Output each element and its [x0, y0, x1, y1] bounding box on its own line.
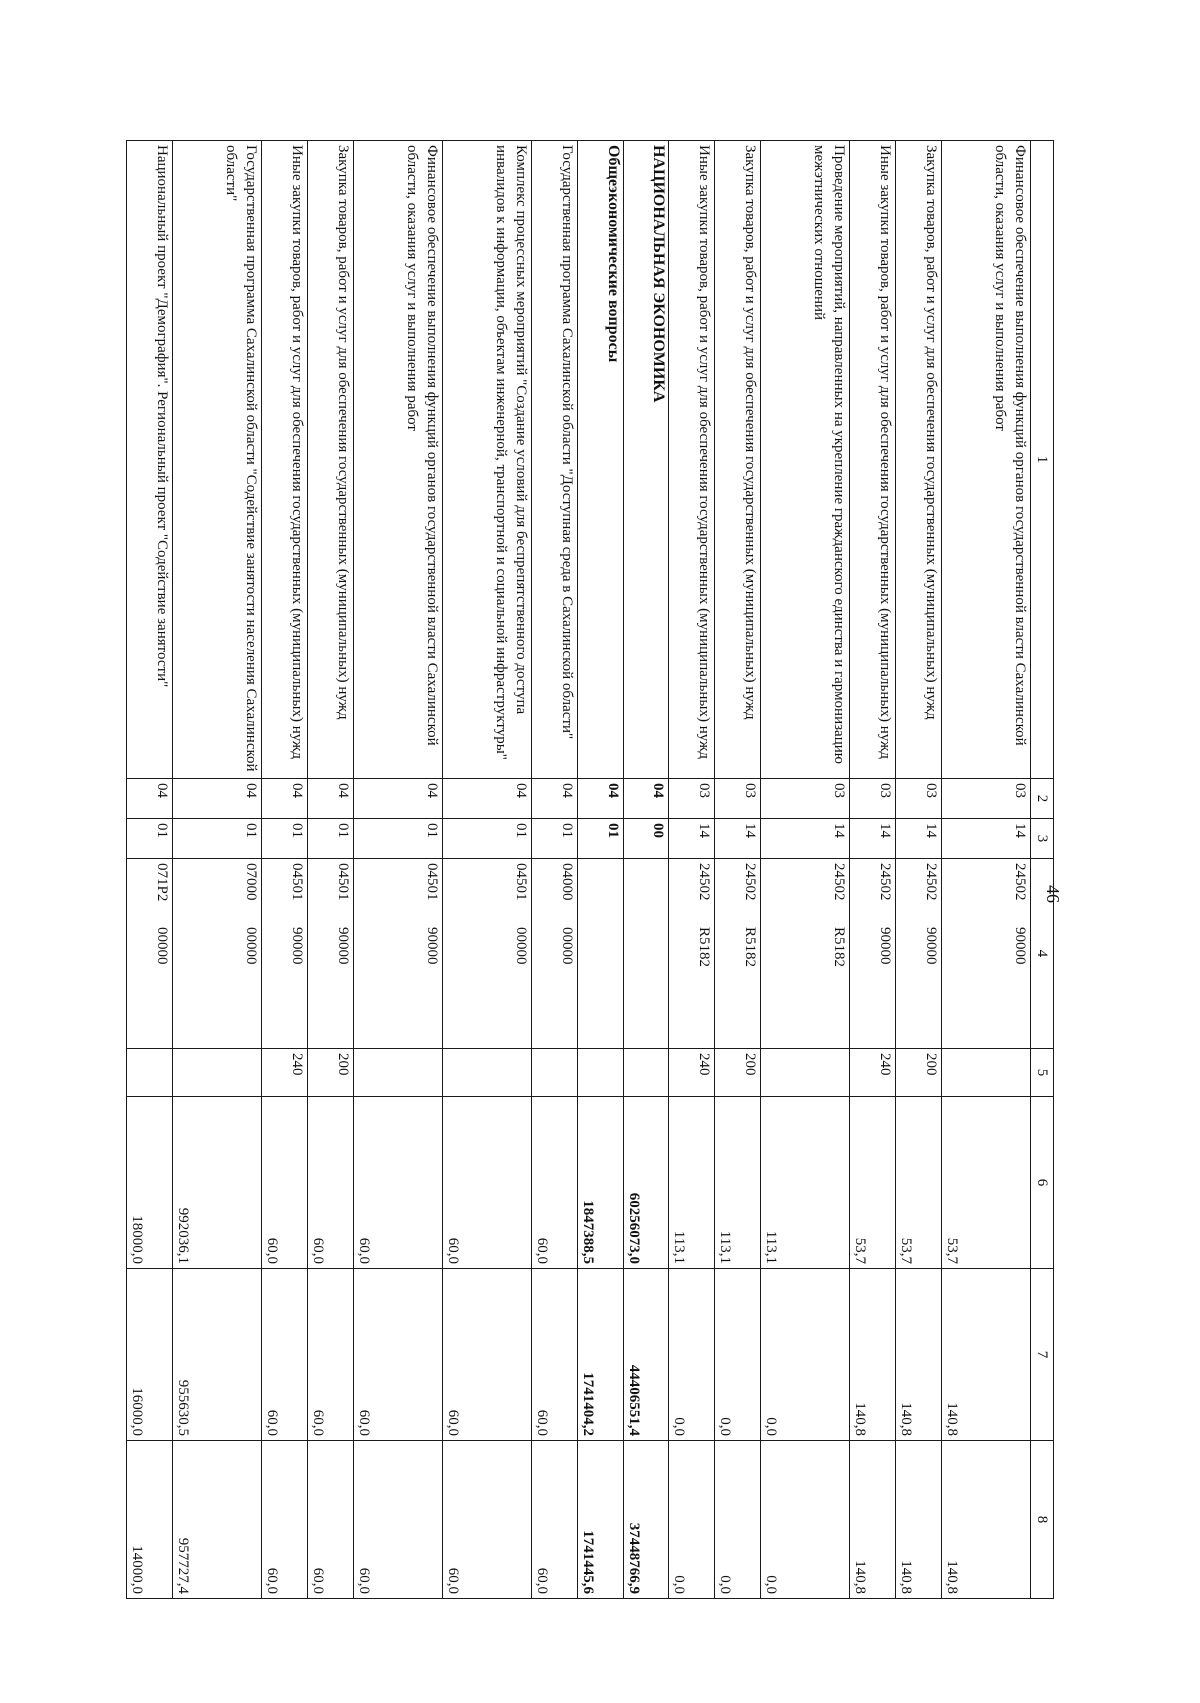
target-program-code: 24502	[876, 863, 893, 901]
amount-year2-cell: 60,0	[442, 1269, 531, 1441]
amount-year3-cell: 60,0	[532, 1441, 578, 1599]
amount-year3-cell: 140,8	[895, 1441, 941, 1599]
amount-year3-cell: 1741445,6	[578, 1441, 624, 1599]
table-row	[669, 141, 715, 1599]
table-row	[532, 141, 578, 1599]
target-direction-code: 90000	[876, 927, 893, 965]
code-target-article-cell	[895, 859, 941, 1049]
amount-year3-cell: 0,0	[760, 1441, 849, 1599]
code-section-cell: 04	[578, 779, 624, 819]
table-row	[442, 141, 531, 1599]
code-subsection-cell: 01	[532, 819, 578, 859]
table-body	[127, 141, 1031, 1599]
code-subsection-cell: 00	[623, 819, 669, 859]
amount-year1-cell: 53,7	[850, 1097, 896, 1269]
target-direction-code: R5182	[696, 927, 713, 968]
code-target-article-cell	[172, 859, 261, 1049]
target-direction-code: 00000	[243, 927, 260, 965]
amount-year3-cell: 60,0	[262, 1441, 308, 1599]
code-expense-type-cell	[623, 1049, 669, 1097]
code-target-article-cell	[941, 859, 1030, 1049]
target-program-code: 24502	[741, 863, 758, 901]
code-subsection-cell: 01	[578, 819, 624, 859]
item-name-cell: Проведение мероприятий, направленных на укрепление гражданского единства и гармонизацию межэтнических отношений	[760, 141, 849, 779]
header-cell: 5	[1031, 1049, 1054, 1097]
code-target-article-cell	[353, 859, 442, 1049]
code-expense-type-cell	[760, 1049, 849, 1097]
code-expense-type-cell	[442, 1049, 531, 1097]
code-section-cell: 03	[850, 779, 896, 819]
budget-table-sheet	[126, 140, 1054, 1598]
code-target-article-cell	[623, 859, 669, 1049]
code-subsection-cell: 01	[307, 819, 353, 859]
code-subsection-cell: 14	[850, 819, 896, 859]
item-name-cell: Закупка товаров, работ и услуг для обеспечения государственных (муниципальных) нужд	[895, 141, 941, 779]
amount-year2-cell: 140,8	[895, 1269, 941, 1441]
code-section-cell: 04	[307, 779, 353, 819]
code-expense-type-cell: 200	[307, 1049, 353, 1097]
code-expense-type-cell: 240	[262, 1049, 308, 1097]
amount-year1-cell: 113,1	[760, 1097, 849, 1269]
amount-year1-cell: 60,0	[442, 1097, 531, 1269]
amount-year3-cell: 0,0	[669, 1441, 715, 1599]
amount-year2-cell: 60,0	[307, 1269, 353, 1441]
target-direction-code: 90000	[288, 927, 305, 965]
target-program-code: 24502	[1012, 863, 1028, 901]
table-row	[353, 141, 442, 1599]
amount-year1-cell: 60,0	[532, 1097, 578, 1269]
code-target-article-cell	[307, 859, 353, 1049]
target-program-code: 071P2	[153, 863, 170, 902]
code-target-article-cell	[715, 859, 761, 1049]
amount-year1-cell: 60,0	[262, 1097, 308, 1269]
item-name-cell: НАЦИОНАЛЬНАЯ ЭКОНОМИКА	[623, 141, 669, 779]
header-cell: 6	[1031, 1097, 1054, 1269]
code-target-article-cell	[127, 859, 173, 1049]
target-direction-code: R5182	[741, 927, 758, 968]
code-subsection-cell: 14	[760, 819, 849, 859]
code-section-cell: 03	[760, 779, 849, 819]
code-section-cell: 04	[262, 779, 308, 819]
item-name-cell: Финансовое обеспечение выполнения функций органов государственной власти Сахалинской области, оказания услуг и выполнения работ	[941, 141, 1030, 779]
code-subsection-cell: 01	[442, 819, 531, 859]
target-direction-code: 90000	[922, 927, 939, 965]
amount-year3-cell: 37448766,9	[623, 1441, 669, 1599]
amount-year2-cell: 16000,0	[127, 1269, 173, 1441]
code-expense-type-cell: 200	[715, 1049, 761, 1097]
code-expense-type-cell: 240	[669, 1049, 715, 1097]
target-direction-code: R5182	[831, 927, 848, 968]
amount-year2-cell: 955630,5	[172, 1269, 261, 1441]
amount-year2-cell: 0,0	[760, 1269, 849, 1441]
code-subsection-cell: 14	[895, 819, 941, 859]
amount-year3-cell: 60,0	[307, 1441, 353, 1599]
code-expense-type-cell	[172, 1049, 261, 1097]
amount-year3-cell: 0,0	[715, 1441, 761, 1599]
item-name-cell: Национальный проект "Демография". Региональный проект "Содействие занятости"	[127, 141, 173, 779]
code-target-article-cell	[760, 859, 849, 1049]
code-expense-type-cell: 240	[850, 1049, 896, 1097]
amount-year3-cell: 14000,0	[127, 1441, 173, 1599]
amount-year3-cell: 60,0	[442, 1441, 531, 1599]
table-row	[623, 141, 669, 1599]
code-expense-type-cell	[578, 1049, 624, 1097]
item-name-cell: Государственная программа Сахалинской области "Доступная среда в Сахалинской области"	[532, 141, 578, 779]
item-name-cell: Иные закупки товаров, работ и услуг для обеспечения государственных (муниципальных) нужд	[262, 141, 308, 779]
target-program-code: 04501	[334, 863, 351, 901]
target-direction-code: 00000	[153, 927, 170, 965]
code-subsection-cell: 01	[127, 819, 173, 859]
amount-year1-cell: 60256073,0	[623, 1097, 669, 1269]
amount-year2-cell: 44406551,4	[623, 1269, 669, 1441]
table-row	[941, 141, 1030, 1599]
amount-year2-cell: 60,0	[532, 1269, 578, 1441]
table-row	[127, 141, 173, 1599]
amount-year3-cell: 957727,4	[172, 1441, 261, 1599]
table-row	[850, 141, 896, 1599]
code-target-article-cell	[442, 859, 531, 1049]
header-cell: 3	[1031, 819, 1054, 859]
code-subsection-cell: 01	[172, 819, 261, 859]
code-section-cell: 04	[532, 779, 578, 819]
code-target-article-cell	[578, 859, 624, 1049]
amount-year3-cell: 60,0	[353, 1441, 442, 1599]
code-target-article-cell	[262, 859, 308, 1049]
table-row	[307, 141, 353, 1599]
amount-year2-cell: 60,0	[353, 1269, 442, 1441]
amount-year2-cell: 1741404,2	[578, 1269, 624, 1441]
header-cell: 4	[1031, 859, 1054, 1049]
item-name-cell: Государственная программа Сахалинской области "Содействие занятости населения Сахалинской области"	[172, 141, 261, 779]
code-section-cell: 03	[715, 779, 761, 819]
target-program-code: 24502	[922, 863, 939, 901]
target-program-code: 04501	[423, 863, 440, 901]
amount-year2-cell: 60,0	[262, 1269, 308, 1441]
code-section-cell: 03	[895, 779, 941, 819]
target-program-code: 04000	[559, 863, 575, 901]
table-header-row	[1031, 141, 1054, 1599]
target-program-code: 24502	[831, 863, 848, 901]
code-subsection-cell: 01	[353, 819, 442, 859]
code-section-cell: 04	[442, 779, 531, 819]
target-program-code: 07000	[243, 863, 260, 901]
item-name-cell: Финансовое обеспечение выполнения функций органов государственной власти Сахалинской области, оказания услуг и выполнения работ	[353, 141, 442, 779]
code-section-cell: 04	[127, 779, 173, 819]
table-row	[172, 141, 261, 1599]
code-subsection-cell: 14	[941, 819, 1030, 859]
item-name-cell: Закупка товаров, работ и услуг для обеспечения государственных (муниципальных) нужд	[307, 141, 353, 779]
amount-year1-cell: 53,7	[941, 1097, 1030, 1269]
amount-year1-cell: 18000,0	[127, 1097, 173, 1269]
code-expense-type-cell	[532, 1049, 578, 1097]
code-section-cell: 04	[623, 779, 669, 819]
header-cell: 1	[1031, 141, 1054, 779]
amount-year1-cell: 60,0	[353, 1097, 442, 1269]
code-target-article-cell	[532, 859, 578, 1049]
amount-year1-cell: 113,1	[715, 1097, 761, 1269]
target-direction-code: 00000	[559, 927, 575, 965]
budget-table	[126, 140, 1054, 1599]
amount-year3-cell: 140,8	[850, 1441, 896, 1599]
code-target-article-cell	[850, 859, 896, 1049]
item-name-cell: Закупка товаров, работ и услуг для обеспечения государственных (муниципальных) нужд	[715, 141, 761, 779]
target-program-code: 24502	[696, 863, 713, 901]
code-expense-type-cell	[353, 1049, 442, 1097]
target-direction-code: 90000	[423, 927, 440, 965]
table-row	[760, 141, 849, 1599]
code-expense-type-cell: 200	[895, 1049, 941, 1097]
code-section-cell: 03	[941, 779, 1030, 819]
amount-year2-cell: 0,0	[715, 1269, 761, 1441]
target-program-code: 04501	[288, 863, 305, 901]
target-program-code: 04501	[513, 863, 530, 901]
amount-year1-cell: 1847388,5	[578, 1097, 624, 1269]
table-row	[578, 141, 624, 1599]
item-name-cell: Иные закупки товаров, работ и услуг для обеспечения государственных (муниципальных) нужд	[850, 141, 896, 779]
code-subsection-cell: 14	[669, 819, 715, 859]
header-cell: 8	[1031, 1441, 1054, 1599]
target-direction-code: 90000	[1012, 927, 1028, 965]
amount-year1-cell: 992036,1	[172, 1097, 261, 1269]
amount-year2-cell: 140,8	[941, 1269, 1030, 1441]
code-expense-type-cell	[127, 1049, 173, 1097]
header-cell: 7	[1031, 1269, 1054, 1441]
amount-year1-cell: 53,7	[895, 1097, 941, 1269]
target-direction-code: 90000	[334, 927, 351, 965]
code-section-cell: 03	[669, 779, 715, 819]
target-direction-code: 00000	[513, 927, 530, 965]
code-expense-type-cell	[941, 1049, 1030, 1097]
item-name-cell: Комплекс процессных мероприятий "Создание условий для беспрепятственного доступа инвалидов к информации, объектам инженерной, транспортной и социальной инфраструктуры"	[442, 141, 531, 779]
code-target-article-cell	[669, 859, 715, 1049]
amount-year1-cell: 60,0	[307, 1097, 353, 1269]
item-name-cell: Общеэкономические вопросы	[578, 141, 624, 779]
table-row	[715, 141, 761, 1599]
table-row	[262, 141, 308, 1599]
amount-year2-cell: 0,0	[669, 1269, 715, 1441]
code-subsection-cell: 14	[715, 819, 761, 859]
amount-year1-cell: 113,1	[669, 1097, 715, 1269]
code-section-cell: 04	[353, 779, 442, 819]
header-cell: 2	[1031, 779, 1054, 819]
code-section-cell: 04	[172, 779, 261, 819]
amount-year2-cell: 140,8	[850, 1269, 896, 1441]
amount-year3-cell: 140,8	[941, 1441, 1030, 1599]
code-subsection-cell: 01	[262, 819, 308, 859]
table-row	[895, 141, 941, 1599]
item-name-cell: Иные закупки товаров, работ и услуг для обеспечения государственных (муниципальных) нужд	[669, 141, 715, 779]
page-number: 46	[1043, 885, 1063, 903]
